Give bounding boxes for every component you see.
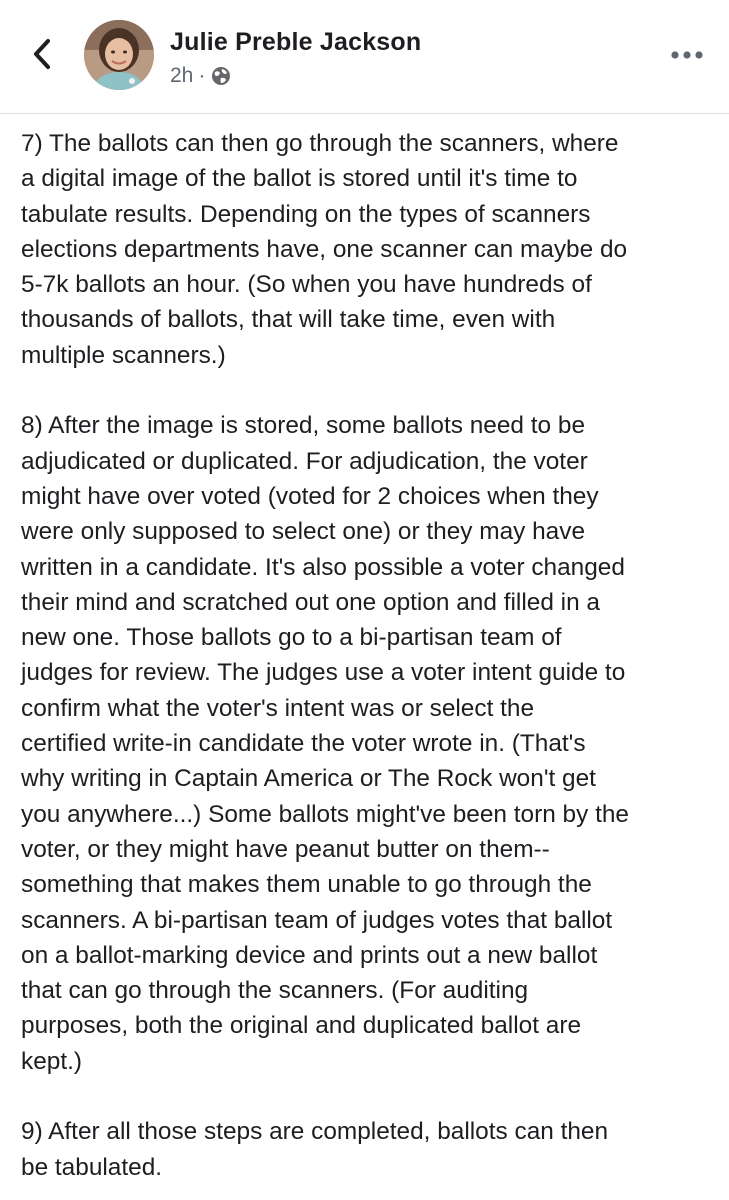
post-meta <box>170 64 232 88</box>
avatar[interactable] <box>84 20 154 90</box>
author-name[interactable]: Julie Preble Jackson <box>170 28 422 56</box>
chevron-left-icon <box>31 37 53 71</box>
globe-icon[interactable] <box>210 65 232 87</box>
post-text: 7) The ballots can then go through the scanners, where a digital image of the ballot is stored until it's time to tabulate results. Depending on the types of scanners elections departments have, one scanner can maybe do 5-7k ballots an hour. (So when you have hundreds of thousands of ballots, that will take time, even with multiple scanners.) 8) After the image is stored, some ballots need to be adjudicated or duplicated. For adjudication, the voter might have over voted (voted for 2 choices when they were only supposed to select one) or they may have written in a candidate. It's also possible a voter changed their mind and scratched out one option and filled in a new one. Those ballots go to a bi-partisan team of judges for review. The judges use a voter intent guide to confirm what the voter's intent was or select the certified write-in candidate the voter wrote in. (That's why writing in Captain America or The Rock won't get you anywhere...) Some ballots might've been torn by the voter, or they might have peanut butter on them-- something that makes them unable to go through the scanners. A bi-partisan team of judges votes that ballot on a ballot-marking device and prints out a new ballot that can go through the scanners. (For auditing purposes, both the original and duplicated ballot are kept.) 9) After all those steps are completed, ballots can then be tabulated. <box>21 130 629 1181</box>
post-header <box>0 0 729 114</box>
more-options-button[interactable] <box>664 40 710 70</box>
back-button[interactable] <box>22 32 62 76</box>
meta-separator: · <box>198 64 206 87</box>
profile-photo <box>84 20 154 90</box>
more-horizontal-icon <box>670 50 704 60</box>
timestamp[interactable]: 2h <box>170 64 194 87</box>
